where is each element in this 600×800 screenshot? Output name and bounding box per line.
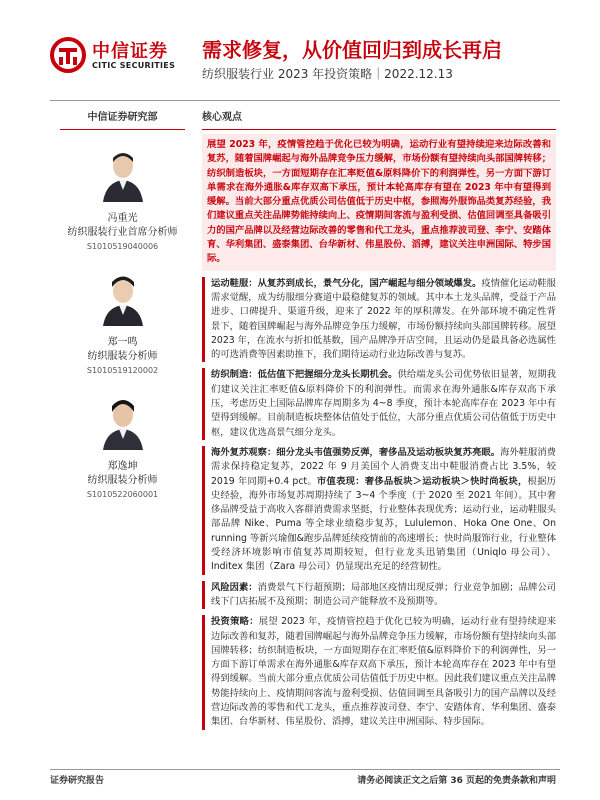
section-overseas-recovery — [202, 446, 556, 575]
section-body-continued: 根据历史经验，海外市场复苏周期持续了 3~4 个季度（于 2020 至 2021 年间）。其中奢侈品牌受益于高收入客群消费需求坚挺，行业整体表现优秀；运动行业，运动鞋服头部品牌 Nike、Puma 等全球业绩稳步复苏，Lululemon、Hoka One One、On running 等新兴瑜伽&跑步品牌延续疫情前的高速增长；快时尚服饰行业，行业整体受经济环境影响市值复苏周期较短，但行业龙头迅销集团（Uniqlo 母公司）、Inditex 集团（Zara 母公司）仍显现出充足的经营韧性。 — [211, 475, 556, 573]
analyst-cert-number: S1010522060001 — [86, 490, 159, 499]
analyst-photo-avatar — [98, 394, 148, 450]
core-views-column — [202, 104, 556, 730]
report-subtitle: 纺织服装行业 2023 年投资策略｜2022.12.13 — [202, 67, 453, 81]
footer-disclaimer: 请务必阅读正文之后第 36 页起的免责条款和声明 — [357, 776, 556, 786]
core-views-title: 核心观点 — [202, 104, 556, 130]
analyst-card — [60, 394, 185, 502]
citic-logo — [50, 35, 190, 85]
section-investment-strategy — [202, 615, 556, 729]
section-heading: 投资策略： — [211, 616, 259, 628]
report-title: 需求修复，从价值回归到成长再启 — [202, 38, 502, 62]
section-body: 疫情催化运动鞋服需求觉醒，成为纺服细分赛道中最稳健复苏的领域。其中本土龙头品牌，受益于产品进步、口碑提升、渠道升级，迎来了 2022 年的厚积薄发。在外部环境不确定性背景下，随着国牌崛起与海外品牌竞争压力缓解，市场份额持续向头部国牌转移。展望 2023 年，在流水与折扣低基数，国产品牌净开店空间，且运动仍是最具备必选属性的可选消费等因素助推下，我们期待运动行业边际改善与复苏。 — [211, 277, 556, 361]
analyst-card — [60, 270, 185, 378]
sidebar-title: 中信证券研究部 — [60, 104, 185, 130]
analyst-cert-number: S1010519120002 — [86, 366, 159, 375]
report-header — [0, 0, 600, 100]
section-risk-factors — [202, 581, 556, 610]
brand-name-cn: 中信证券 — [92, 41, 168, 62]
analyst-title: 纺织服装分析师 — [87, 351, 158, 362]
analyst-card — [60, 146, 185, 254]
section-body: 展望 2023 年，疫情管控趋于优化已较为明确，运动行业有望持续迎来边际改善和复苏，随着国牌崛起与海外品牌竞争压力缓解，市场份额有望持续向头部国牌转移；纺织制造板块，一方面短期存在汇率贬值&原料降价下的利润弹性，另一方面下游订单需求在海外通胀&库存双高下承压，预计本轮高库存在 2023 年中有望得到缓解。当前大部分重点优质公司估值低于历史中枢。因此我们建议重点关注品牌势能持续向上、疫情期间客流与盈利受损、估值回调至具备吸引力的国产品牌以及经营边际改善的零售和代工龙头，重点推荐波司登、李宁、安踏体育、华利集团、盛泰集团、台华新材、伟星股份、滔搏，建议关注申洲国际、特步国际。 — [211, 616, 556, 728]
analyst-name: 郑逸坤 — [107, 461, 138, 472]
footer-label: 证券研究报告 — [50, 776, 105, 786]
analyst-title: 纺织服装行业首席分析师 — [67, 227, 178, 238]
section-textile-manufacturing — [202, 368, 556, 439]
citic-logo-mark-icon — [50, 37, 86, 73]
header-divider — [50, 100, 560, 101]
summary-box: 展望 2023 年，疫情管控趋于优化已较为明确，运动行业有望持续迎来边际改善和复苏，随着国牌崛起与海外品牌竞争压力缓解，市场份额有望持续向头部国牌转移；纺织制造板块，一方面短期存在汇率贬值&原料降价下的利润弹性，另一方面下游订单需求在海外通胀&库存双高下承压，预计本轮高库存有望在 2023 年中有望得到缓解。当前大部分重点优质公司估值低于历史中枢，参照海外服饰品类复苏经验，我们建议重点关注品牌势能持续向上、疫情期间客流与盈利受损、估值回调至具备吸引力的国产品牌以及经营边际改善的零售和代工龙头，重点推荐波司登、李宁、安踏体育、华利集团、盛泰集团、台华新材、伟星股份、滔搏，建议关注申洲国际、特步国际。 — [202, 134, 556, 271]
section-body: 消费景气下行超预期；局部地区疫情出现反弹；行业竞争加剧；品牌公司线下门店拓展不及预期；制造公司产能释放不及预期等。 — [211, 581, 556, 607]
section-body: 供给端龙头公司优势依旧显著，短期我们建议关注汇率贬值&原料降价下的利润弹性。而需求在海外通胀&库存双高下承压，考虑历史上国际品牌库存周期多为 4~8 季度，预计本轮高库存在 2023 年中有望得到缓解。目前制造板块整体估值处于低位，大部分重点优质公司估值低于历史中枢，建议优选高景气细分龙头。 — [211, 369, 556, 438]
analyst-cert-number: S1010519040006 — [86, 242, 159, 251]
analyst-name: 冯重光 — [107, 213, 138, 224]
brand-name-en: CITIC SECURITIES — [92, 61, 176, 70]
analyst-photo-avatar — [98, 146, 148, 202]
analyst-photo-avatar — [98, 270, 148, 326]
section-heading: 海外复苏观察：细分龙头韦值强势反弹，奢侈品及运动板块复苏亮眼。 — [211, 446, 501, 458]
footer-divider — [50, 769, 560, 770]
section-heading: 风险因素： — [211, 581, 258, 593]
section-body: 海外鞋服消费需求保持稳定复苏，2022 年 9 月美国个人消费支出中鞋服消费占比 3.5%，较 2019 年同期+0.4 pct。 — [211, 446, 556, 487]
analyst-name: 郑一鸣 — [107, 337, 138, 348]
section-heading: 运动鞋服：从复苏到成长，景气分化，国产崛起与细分领域爆发。 — [211, 277, 482, 289]
section-heading: 纺织制造：低估值下把握细分龙头长期机会。 — [211, 369, 398, 381]
analyst-title: 纺织服装分析师 — [87, 475, 158, 486]
analyst-sidebar — [60, 104, 185, 502]
section-sportswear — [202, 277, 556, 363]
section-subheading: 市值表现：奢侈品板块＞运动板块＞快时尚板块， — [316, 475, 528, 487]
